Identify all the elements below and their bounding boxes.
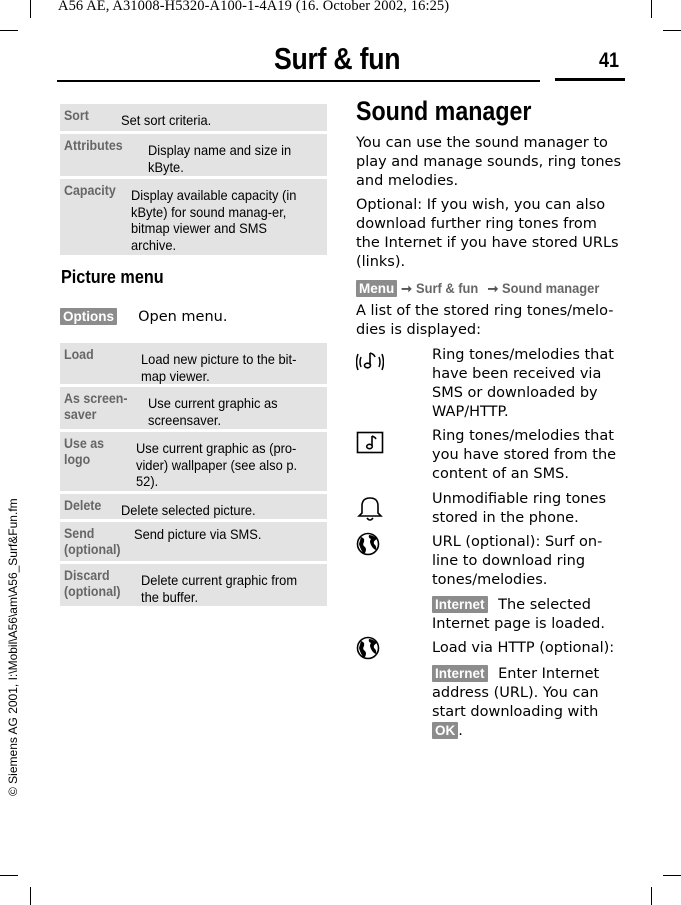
- internet-text-2: Enter Internet address (URL). You can start downloading with: [432, 666, 600, 720]
- crop-mark: [30, 887, 31, 905]
- crop-mark: [0, 875, 18, 876]
- internet-line-2: [432, 665, 622, 741]
- crop-mark: [30, 0, 31, 18]
- row-key: As screen-saver: [64, 391, 128, 422]
- table-row: [60, 432, 327, 494]
- row-key: Capacity: [64, 183, 116, 198]
- internet-softkey[interactable]: Internet: [432, 596, 488, 613]
- ok-softkey[interactable]: OK: [432, 722, 458, 739]
- page-title: Surf & fun: [274, 41, 401, 76]
- list-intro: A list of the stored ring tones/melo-dies is displayed:: [356, 303, 614, 338]
- crop-mark: [663, 875, 681, 876]
- list-item: Load via HTTP (optional):: [432, 640, 615, 656]
- received-melody-icon: [356, 348, 384, 374]
- crop-mark: [663, 30, 681, 31]
- row-value: Use current graphic as screensaver.: [148, 395, 278, 428]
- row-key: Use as logo: [64, 436, 105, 467]
- path-surf-fun: Surf & fun: [415, 280, 479, 296]
- path-sound-manager: Sound manager: [502, 280, 600, 296]
- list-item: Unmodifiable ring tones stored in the phone.: [432, 491, 607, 526]
- internet-line-1: [432, 596, 622, 634]
- globe-icon: [356, 636, 384, 662]
- table-row: [60, 564, 327, 609]
- row-key: Send (optional): [64, 526, 121, 557]
- row-value: Load new picture to the bit-map viewer.: [141, 351, 297, 384]
- document-info: A56 AE, A31008-H5320-A100-1-4A19 (16. October 2002, 16:25): [58, 0, 450, 14]
- bell-icon: [356, 497, 384, 523]
- row-value: Display available capacity (in kByte) for sound manag-er, bitmap viewer and SMS archive.: [131, 187, 297, 253]
- menu-path: [356, 280, 608, 297]
- table-row: [60, 387, 327, 432]
- options-table-top: [60, 104, 327, 258]
- row-value: Delete current graphic from the buffer.: [141, 572, 298, 605]
- page-number-rule: [555, 78, 625, 81]
- picture-menu-heading: Picture menu: [61, 267, 164, 287]
- arrow-icon: ➞: [487, 281, 499, 296]
- stored-sms-melody-icon: [356, 430, 384, 456]
- row-key: Attributes: [64, 138, 123, 153]
- row-value: Set sort criteria.: [121, 112, 212, 128]
- list-item: URL (optional): Surf on-line to download ring tones/melodies.: [432, 534, 603, 588]
- crop-mark: [0, 30, 18, 31]
- table-row: [60, 179, 327, 258]
- crop-mark: [651, 0, 652, 18]
- row-value: Send picture via SMS.: [134, 526, 262, 542]
- sound-manager-heading: Sound manager: [356, 96, 532, 126]
- globe-icon: [356, 532, 384, 558]
- picture-menu-table: [60, 343, 327, 609]
- list-item: Ring tones/melodies that have been received via SMS or downloaded by WAP/HTTP.: [432, 347, 614, 420]
- options-line: [60, 306, 227, 327]
- row-value: Display name and size in kByte.: [148, 142, 292, 175]
- row-key: Sort: [64, 108, 89, 123]
- row-key: Load: [64, 347, 94, 362]
- table-row: [60, 134, 327, 179]
- title-rule: [57, 80, 540, 82]
- list-item: Ring tones/melodies that you have stored from the content of an SMS.: [432, 428, 617, 482]
- sound-manager-optional: Optional: If you wish, you can also download further ring tones from the Internet if you have stored URLs (links).: [356, 197, 619, 270]
- table-row: [60, 343, 327, 387]
- period: .: [458, 723, 463, 739]
- page-number: 41: [599, 49, 620, 72]
- internet-text-1: The selected Internet page is loaded.: [432, 597, 605, 632]
- table-row: [60, 522, 327, 564]
- table-row: [60, 104, 327, 134]
- options-text: Open menu.: [138, 309, 228, 325]
- crop-mark: [651, 887, 652, 905]
- internet-softkey[interactable]: Internet: [432, 665, 488, 682]
- menu-softkey[interactable]: Menu: [356, 280, 397, 297]
- row-value: Delete selected picture.: [121, 502, 256, 518]
- sound-manager-intro: You can use the sound manager to play and manage sounds, ring tones and melodies.: [356, 135, 622, 189]
- options-softkey[interactable]: Options: [60, 308, 117, 325]
- arrow-icon: ➞: [401, 281, 413, 296]
- copyright-side-note: © Siemens AG 2001, I:\Mobil\A56\am\A56_Surf&Fun.fm: [6, 498, 20, 796]
- row-key: Delete: [64, 498, 102, 513]
- table-row: [60, 494, 327, 522]
- row-key: Discard (optional): [64, 568, 121, 599]
- row-value: Use current graphic as (pro-vider) wallpaper (see also p. 52).: [136, 440, 298, 489]
